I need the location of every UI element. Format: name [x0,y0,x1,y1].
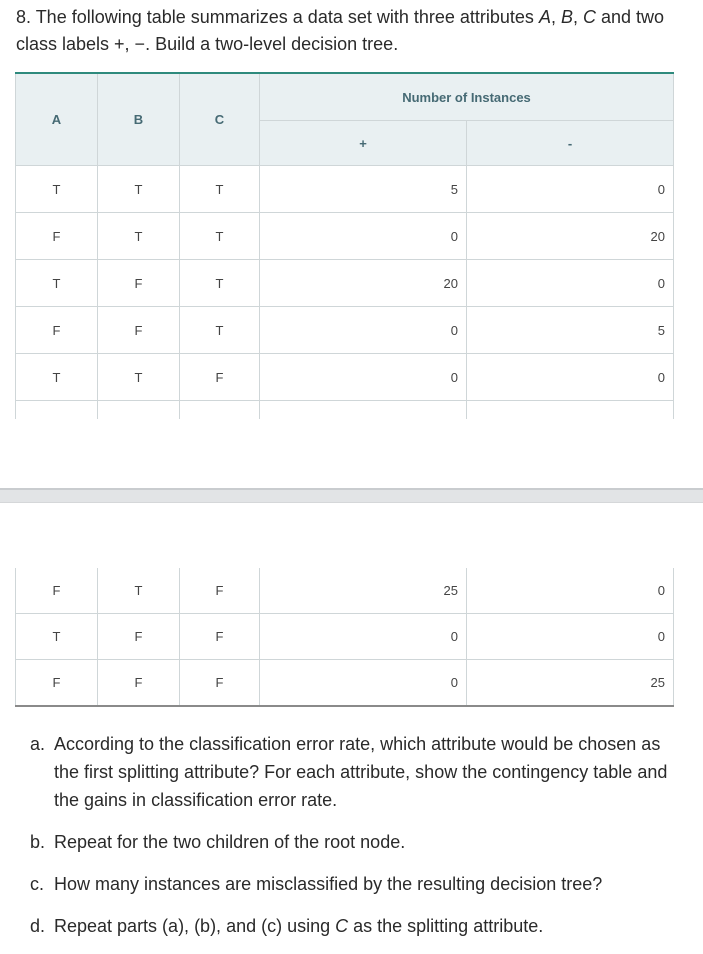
part-a-text: According to the classification error rate, which attribute would be chosen as the first splitting attribute? For each attribute, show the contingency table and the gains in classification error rate. [54,734,668,810]
part-b [30,828,690,856]
part-a [30,730,690,814]
cell-minus: 0 [467,614,674,660]
question-prefix: 8. The following table summarizes a data set with three attributes [16,7,539,27]
part-a-label: a. [30,734,46,754]
cell-plus: 25 [260,568,467,614]
part-c-label: c. [30,874,45,894]
question-text [16,4,696,58]
table-row [16,660,674,707]
question-attr-b: B [560,7,573,27]
table-row [16,166,674,213]
cell-c: F [180,660,260,707]
cell-b: F [98,614,180,660]
part-d-attr: C [335,916,349,936]
cell-b: T [98,354,180,401]
cell-b: F [98,660,180,707]
table-row-partial [16,401,674,420]
cell-c: T [180,307,260,354]
cell-plus: 5 [260,166,467,213]
cell-a: T [16,354,98,401]
cell-c: F [180,614,260,660]
cell-a: F [16,660,98,707]
cell-c: T [180,260,260,307]
part-c-text: How many instances are misclassified by the resulting decision tree? [54,874,603,894]
table-row [16,260,674,307]
cell-minus: 0 [467,166,674,213]
cell-plus: 0 [260,660,467,707]
cell-a: T [16,260,98,307]
cell-c: T [180,213,260,260]
cell-b: T [98,166,180,213]
table-row [16,568,674,614]
header-a: A [16,73,98,166]
header-number-of-instances: Number of Instances [260,73,674,121]
header-plus: + [260,121,467,166]
header-minus: - [467,121,674,166]
cell-a: T [16,614,98,660]
cell-minus: 20 [467,213,674,260]
part-b-label: b. [30,832,46,852]
cell-b: T [98,213,180,260]
table-row [16,354,674,401]
cell-minus: 0 [467,568,674,614]
question-sep-2: , [572,7,583,27]
cell-c: F [180,568,260,614]
cell-minus: 5 [467,307,674,354]
question-attr-c: C [583,7,596,27]
cell-a: F [16,568,98,614]
cell-c: T [180,166,260,213]
question-parts [30,730,690,954]
page-break-divider [0,488,703,503]
cell-c: F [180,354,260,401]
part-b-text: Repeat for the two children of the root node. [54,832,406,852]
cell-b: T [98,568,180,614]
cell-b: F [98,260,180,307]
table-row [16,614,674,660]
data-table-top [15,72,674,419]
part-d-text-2: as the splitting attribute. [348,916,544,936]
cell-plus: 0 [260,307,467,354]
part-d-text-1: Repeat parts (a), (b), and (c) using [54,916,336,936]
question-sep-1: , [550,7,561,27]
cell-minus: 0 [467,354,674,401]
question-attr-a: A [538,7,551,27]
cell-plus: 20 [260,260,467,307]
header-c: C [180,73,260,166]
part-d [30,912,690,940]
header-b: B [98,73,180,166]
cell-plus: 0 [260,354,467,401]
cell-a: T [16,166,98,213]
part-d-text [54,912,690,940]
cell-minus: 25 [467,660,674,707]
part-d-label: d. [30,916,46,936]
table-row [16,213,674,260]
question-suffix: and two class labels +, −. Build a two-level decision tree. [16,7,665,54]
cell-plus: 0 [260,614,467,660]
cell-minus: 0 [467,260,674,307]
part-c [30,870,690,898]
table-row [16,307,674,354]
cell-a: F [16,307,98,354]
cell-plus: 0 [260,213,467,260]
cell-b: F [98,307,180,354]
data-table-bottom [15,568,674,707]
cell-a: F [16,213,98,260]
